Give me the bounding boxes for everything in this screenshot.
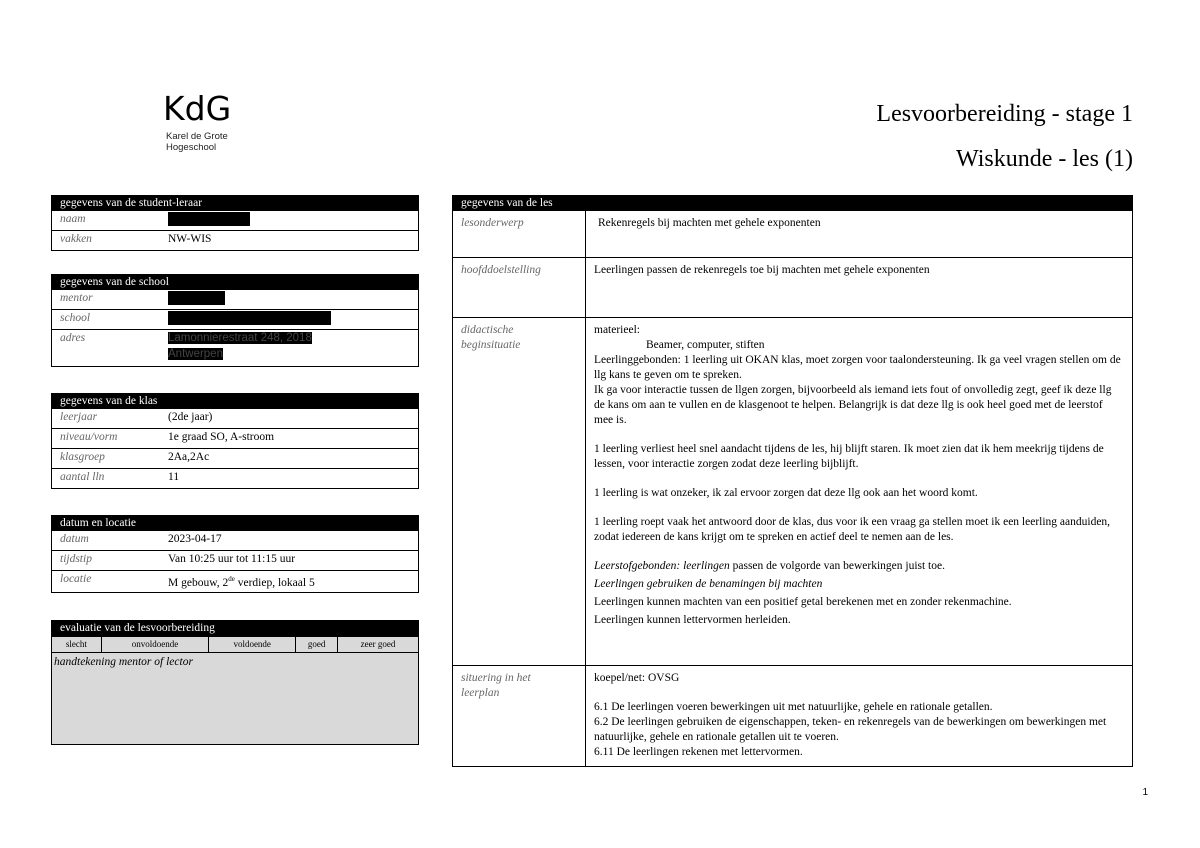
koepel-text: koepel/net: OVSG: [594, 672, 680, 684]
materieel-items: Beamer, computer, stiften: [646, 339, 765, 351]
adres-line-1: Lamonnierestraat 248, 2018: [168, 332, 312, 344]
kdg-logo: KdG: [163, 89, 232, 128]
scale-onvoldoende: onvoldoende: [101, 637, 208, 653]
adres-line-2: Antwerpen: [168, 348, 223, 360]
aantal-value: 11: [160, 469, 419, 489]
datum-value: 2023-04-17: [160, 531, 419, 551]
logo-line-1: Karel de Grote: [166, 131, 228, 142]
row-label: vakken: [52, 231, 161, 251]
row-label: klasgroep: [52, 449, 161, 469]
locatie-table: [51, 515, 419, 593]
school-value: [160, 310, 419, 330]
klasgroep-value: 2Aa,2Ac: [160, 449, 419, 469]
leerplan-d2: 6.2 De leerlingen gebruiken de eigenschappen, teken- en rekenregels van de bewerkingen om bewerkingen met natuurlijke, gehele en rationale getallen uit te voeren.: [594, 716, 1107, 743]
beginsituatie-p4: 1 leerling is wat onzeker, ik zal ervoor zorgen dat deze llg ook aan het woord komt.: [594, 487, 978, 499]
redacted-block: [168, 291, 225, 305]
beginsituatie-p6: [594, 559, 1124, 574]
adres-value: [160, 330, 419, 367]
row-label: school: [52, 310, 161, 330]
beginsituatie-label: [453, 318, 586, 666]
beginsituatie-p1: Leerlinggebonden: 1 leerling uit OKAN klas, moet zorgen voor taalondersteuning. Ik ga veel vragen stellen om de llg kans te geven om te spreken.: [594, 354, 1121, 381]
locatie-post: verdiep, lokaal 5: [234, 576, 315, 589]
hoofddoel-value: Leerlingen passen de rekenregels toe bij machten met gehele exponenten: [586, 258, 1133, 318]
locatie-heading: datum en locatie: [52, 516, 419, 531]
locatie-pre: M gebouw, 2: [168, 576, 229, 589]
lesonderwerp-value: [586, 211, 1133, 258]
mentor-value: [160, 290, 419, 310]
hoofddoel-label: hoofddoelstelling: [453, 258, 586, 318]
row-label: mentor: [52, 290, 161, 310]
leerjaar-value: (2de jaar): [160, 409, 419, 429]
logo-subtitle: [166, 131, 228, 153]
tijdstip-value: Van 10:25 uur tot 11:15 uur: [160, 551, 419, 571]
klas-heading: gegevens van de klas: [52, 394, 419, 409]
row-label: naam: [52, 211, 161, 231]
leerplan-d1: 6.1 De leerlingen voeren bewerkingen uit met natuurlijke, gehele en rationale getallen.: [594, 701, 993, 713]
scale-slecht: slecht: [52, 637, 102, 653]
beginsituatie-p5: 1 leerling roept vaak het antwoord door de klas, dus voor ik een vraag ga stellen moet ik een leerling aanduiden, zodat iedereen de kans krijgt om te spreken en actief deel te nemen aan de les.: [594, 516, 1111, 543]
student-heading: gegevens van de student-leraar: [52, 196, 419, 211]
lesonderwerp-text: Rekenregels bij machten met gehele exponenten: [598, 217, 821, 229]
leerplan-label-1: situering in het: [461, 672, 531, 684]
beginsituatie-p7: Leerlingen gebruiken de benamingen bij machten: [594, 578, 823, 590]
school-heading: gegevens van de school: [52, 275, 419, 290]
locatie-sup: de: [228, 575, 235, 583]
document-subtitle: Wiskunde - les (1): [956, 146, 1133, 172]
document-title: Lesvoorbereiding - stage 1: [876, 101, 1133, 127]
row-label: leerjaar: [52, 409, 161, 429]
locatie-value: [160, 571, 419, 593]
leerplan-label: [453, 666, 586, 767]
page-number: 1: [1142, 787, 1148, 798]
lesonderwerp-label: lesonderwerp: [453, 211, 586, 258]
leerstof-label: Leerstofgebonden: leerlingen: [594, 560, 730, 572]
beginsituatie-p3: 1 leerling verliest heel snel aandacht tijdens de les, hij blijft staren. Ik moet zien dat ik hem meekrijg tijdens de lessen, voor interactie zorgen zodat deze leerling bijblijft.: [594, 443, 1104, 470]
evaluatie-table: [51, 620, 419, 745]
leerplan-d3: 6.11 De leerlingen rekenen met lettervormen.: [594, 746, 803, 758]
beginsituatie-label-1: didactische: [461, 324, 514, 336]
leerstof-rest: passen de volgorde van bewerkingen juist toe.: [729, 560, 945, 572]
naam-value: [160, 211, 419, 231]
leerplan-value: [586, 666, 1133, 767]
materieel-label: materieel:: [594, 324, 640, 336]
beginsituatie-label-2: beginsituatie: [461, 339, 521, 351]
niveau-value: 1e graad SO, A-stroom: [160, 429, 419, 449]
school-table: [51, 274, 419, 367]
les-table: [452, 195, 1133, 767]
signature-field: handtekening mentor of lector: [52, 653, 419, 745]
row-label: niveau/vorm: [52, 429, 161, 449]
vakken-value: NW-WIS: [160, 231, 419, 251]
row-label: datum: [52, 531, 161, 551]
scale-voldoende: voldoende: [209, 637, 296, 653]
redacted-block: [168, 311, 331, 325]
evaluatie-heading: evaluatie van de lesvoorbereiding: [52, 621, 419, 637]
les-heading: gegevens van de les: [453, 196, 1133, 211]
redacted-block: [168, 212, 250, 226]
student-table: [51, 195, 419, 251]
row-label: locatie: [52, 571, 161, 593]
beginsituatie-value: [586, 318, 1133, 666]
scale-goed: goed: [296, 637, 338, 653]
scale-zeer-goed: zeer goed: [338, 637, 419, 653]
beginsituatie-p8: Leerlingen kunnen machten van een positief getal berekenen met en zonder rekenmachine.: [594, 596, 1012, 608]
beginsituatie-p9: Leerlingen kunnen lettervormen herleiden.: [594, 614, 791, 626]
row-label: adres: [52, 330, 161, 367]
logo-line-2: Hogeschool: [166, 142, 217, 153]
beginsituatie-p2: Ik ga voor interactie tussen de llgen zorgen, bijvoorbeeld als iemand iets fout of onvolledig zegt, geef ik deze llg de kans om aan te vullen en de klasgenoot te helpen. Belangrijk is dat deze llg is ook heel goed met de leerstof mee is.: [594, 384, 1112, 426]
row-label: tijdstip: [52, 551, 161, 571]
leerplan-label-2: leerplan: [461, 687, 500, 699]
row-label: aantal lln: [52, 469, 161, 489]
klas-table: [51, 393, 419, 489]
